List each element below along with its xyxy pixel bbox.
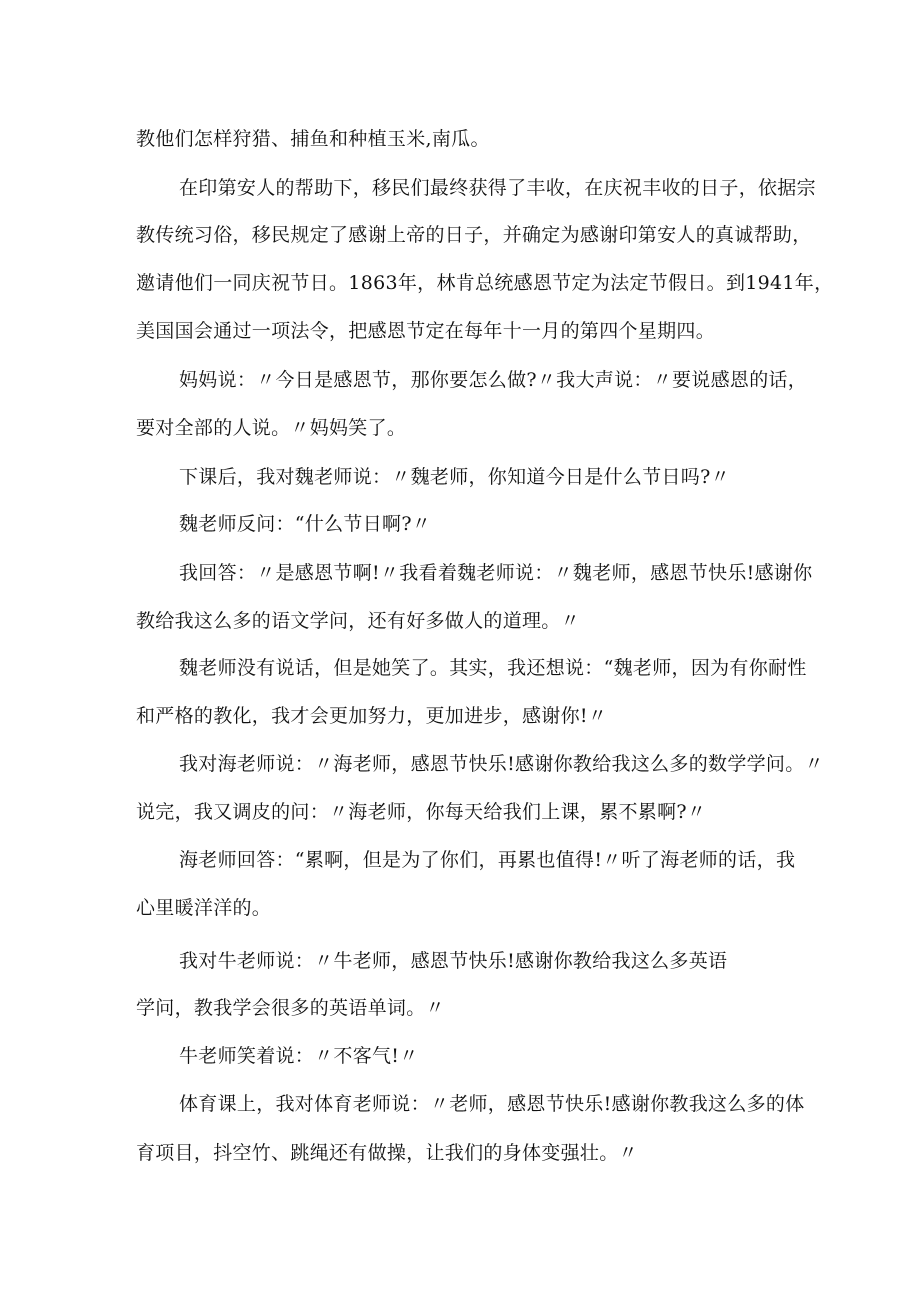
text-line: 育项目，抖空竹、跳绳还有做操，让我们的身体变强壮。〃 [136, 1142, 638, 1164]
text-line: 海老师回答：“累啊，但是为了你们，再累也值得!〃听了海老师的话，我 [179, 849, 796, 871]
text-line: 我对海老师说：〃海老师，感恩节快乐!感谢你教给我这么多的数学学问。〃 [179, 753, 824, 775]
text-line: 我回答：〃是感恩节啊!〃我看着魏老师说：〃魏老师，感恩节快乐!感谢你 [179, 562, 813, 584]
text-line: 体育课上，我对体育老师说：〃老师，感恩节快乐!感谢你教我这么多的体 [179, 1093, 805, 1115]
text-line: 牛老师笑着说：〃不客气!〃 [179, 1045, 419, 1067]
text-line: 妈妈说：〃今日是感恩节，那你要怎么做?〃我大声说：〃要说感恩的话， [179, 369, 808, 391]
text-line: 要对全部的人说。〃妈妈笑了。 [136, 417, 407, 439]
text-line: 教给我这么多的语文学问，还有好多做人的道理。〃 [136, 610, 580, 632]
text-line: 下课后，我对魏老师说：〃魏老师，你知道今日是什么节日吗?〃 [179, 466, 730, 488]
text-line: 在印第安人的帮助下，移民们最终获得了丰收，在庆祝丰收的日子，依据宗 [179, 177, 816, 199]
text-line: 邀请他们一同庆祝节日。1863年，林肯总统感恩节定为法定节假日。到1941年， [136, 272, 834, 294]
text-line: 我对牛老师说：〃牛老师，感恩节快乐!感谢你教给我这么多英语 [179, 950, 728, 972]
text-line: 学问，教我学会很多的英语单词。〃 [136, 997, 445, 1019]
text-line: 和严格的教化，我才会更加努力，更加进步，感谢你!〃 [136, 705, 608, 727]
text-line: 教传统习俗，移民规定了感谢上帝的日子，并确定为感谢印第安人的真诚帮助， [136, 224, 812, 246]
text-line: 教他们怎样狩猎、捕鱼和种植玉米,南瓜。 [136, 128, 490, 150]
text-line: 美国国会通过一项法令，把感恩节定在每年十一月的第四个星期四。 [136, 320, 716, 342]
text-line: 说完，我又调皮的问：〃海老师，你每天给我们上课，累不累啊?〃 [136, 801, 707, 823]
text-line: 魏老师反问：“什么节日啊?〃 [179, 513, 432, 535]
text-line: 心里暖洋洋的。 [136, 897, 272, 919]
text-line: 魏老师没有说话，但是她笑了。其实，我还想说：“魏老师，因为有你耐性 [179, 657, 807, 679]
